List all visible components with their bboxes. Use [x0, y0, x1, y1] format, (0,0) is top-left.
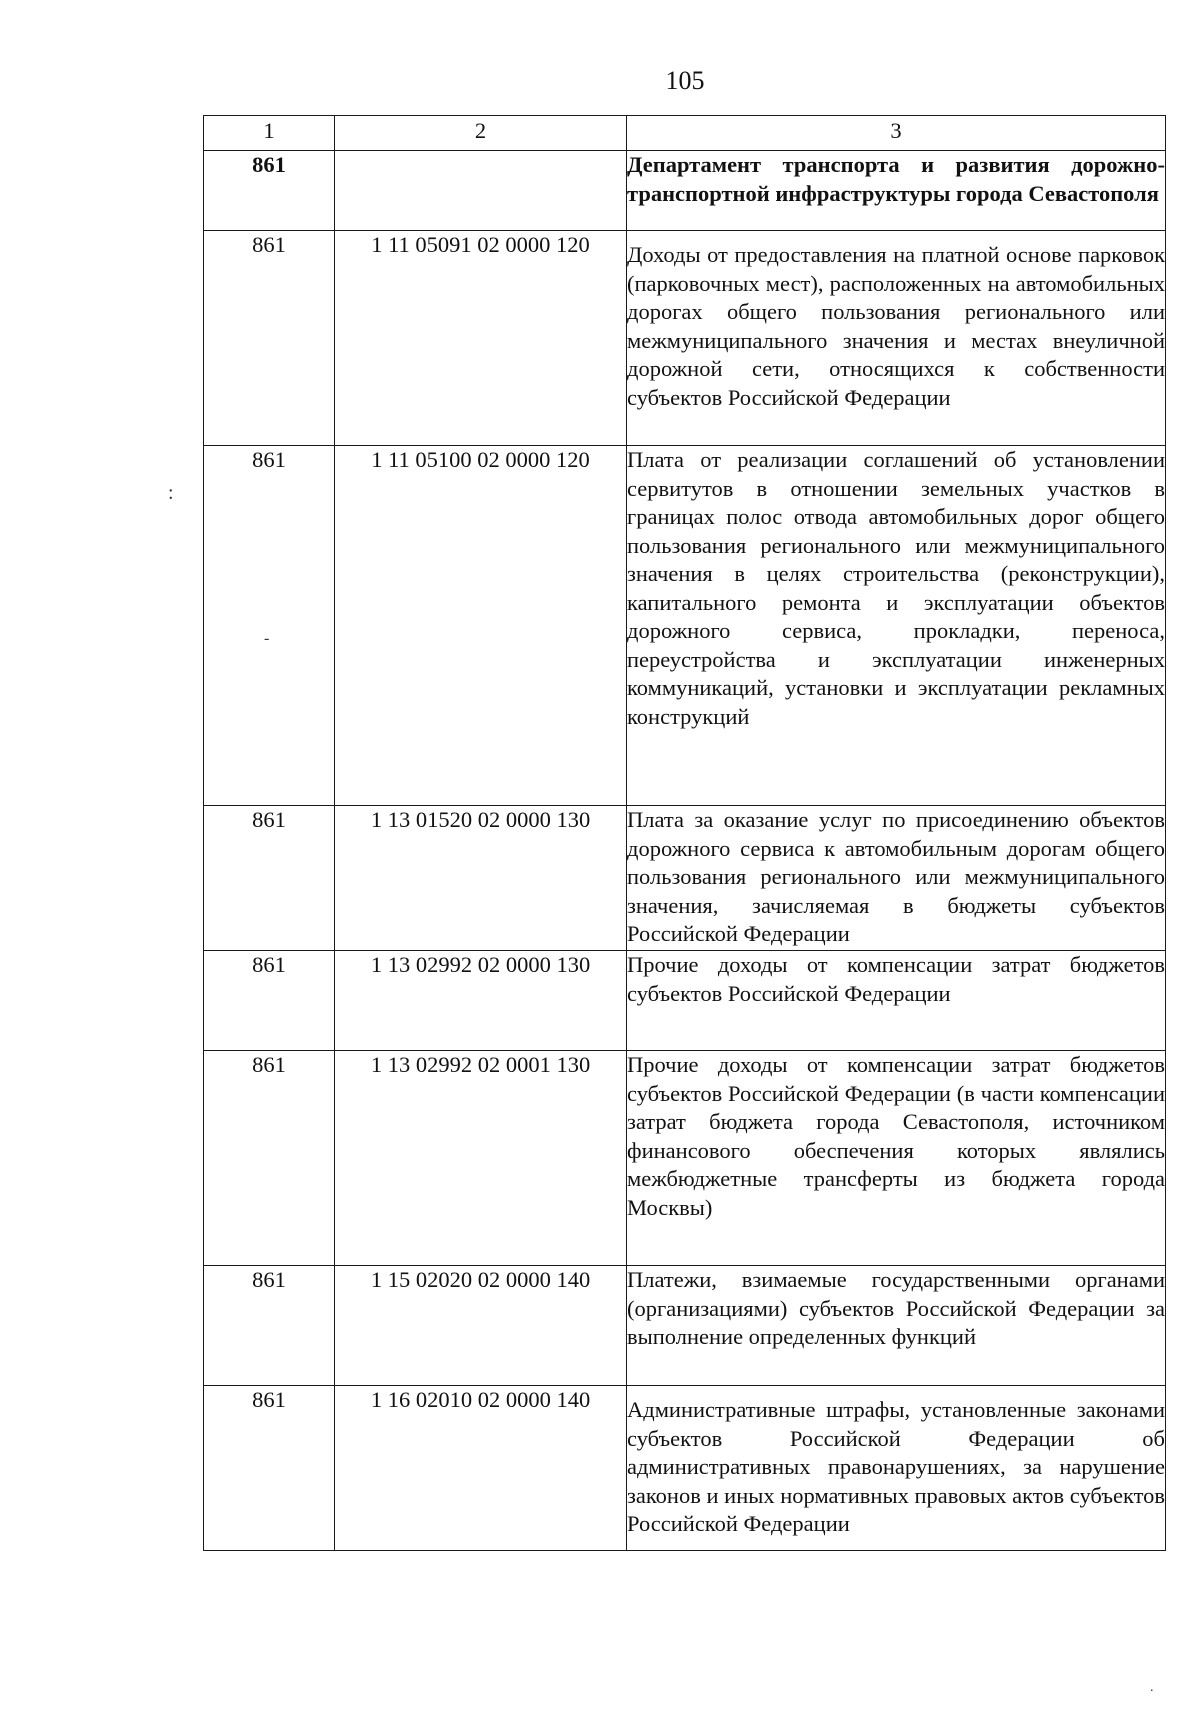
admin-code: 861 [204, 151, 335, 231]
kbk-code: 1 11 05100 02 0000 120 [335, 446, 627, 806]
table-row [204, 806, 1166, 951]
margin-mark: . [1150, 1680, 1154, 1695]
margin-mark: ‐ [264, 630, 270, 647]
table-row [204, 1266, 1166, 1386]
table-header-row [204, 116, 1166, 151]
admin-code: 861 [204, 1386, 335, 1551]
kbk-code: 1 16 02010 02 0000 140 [335, 1386, 627, 1551]
admin-code: 861 [204, 1051, 335, 1266]
table-row [204, 151, 1166, 231]
kbk-code: 1 11 05091 02 0000 120 [335, 231, 627, 446]
header-col-2: 2 [335, 116, 627, 151]
admin-code: 861 [204, 806, 335, 951]
revenue-description: Доходы от предоставления на платной основе парковок (парковочных мест), расположенных на автомобильных дорогах общего пользования регионального или межмуниципального значения и местах внеуличной дорожной сети, относящихся к собственности субъектов Российской Федерации [627, 231, 1166, 446]
revenue-description: Прочие доходы от компенсации затрат бюджетов субъектов Российской Федерации (в части компенсации затрат бюджета города Севастополя, источником финансового обеспечения которых являлись межбюджетные трансферты из бюджета города Москвы) [627, 1051, 1166, 1266]
revenue-description: Платежи, взимаемые государственными органами (организациями) субъектов Российской Федерации за выполнение определенных функций [627, 1266, 1166, 1386]
department-title: Департамент транспорта и развития дорожно-транспортной инфраструктуры города Севастополя [627, 151, 1166, 231]
header-col-1: 1 [204, 116, 335, 151]
header-col-3: 3 [627, 116, 1166, 151]
table-row [204, 1386, 1166, 1551]
admin-code: 861 [204, 446, 335, 806]
admin-code: 861 [204, 231, 335, 446]
revenue-description: Прочие доходы от компенсации затрат бюджетов субъектов Российской Федерации [627, 951, 1166, 1051]
kbk-code: 1 15 02020 02 0000 140 [335, 1266, 627, 1386]
admin-code: 861 [204, 951, 335, 1051]
revenue-description: Плата от реализации соглашений об установлении сервитутов в отношении земельных участков в границах полос отвода автомобильных дорог общего пользования регионального или межмуниципального значения в целях строительства (реконструкции), капитального ремонта и эксплуатации объектов дорожного сервиса, прокладки, переноса, переустройства и эксплуатации инженерных коммуникаций, установки и эксплуатации рекламных конструкций [627, 446, 1166, 806]
revenue-description: Плата за оказание услуг по присоединению объектов дорожного сервиса к автомобильным дорогам общего пользования регионального или межмуниципального значения, зачисляемая в бюджеты субъектов Российской Федерации [627, 806, 1166, 951]
kbk-code [335, 151, 627, 231]
table-row [204, 951, 1166, 1051]
kbk-code: 1 13 01520 02 0000 130 [335, 806, 627, 951]
kbk-code: 1 13 02992 02 0000 130 [335, 951, 627, 1051]
table-row [204, 446, 1166, 806]
page-number: 105 [665, 66, 705, 95]
revenue-codes-table [203, 115, 1166, 1551]
table-row [204, 231, 1166, 446]
kbk-code: 1 13 02992 02 0001 130 [335, 1051, 627, 1266]
admin-code: 861 [204, 1266, 335, 1386]
revenue-description: Административные штрафы, установленные законами субъектов Российской Федерации об административных правонарушениях, за нарушение законов и иных нормативных правовых актов субъектов Российской Федерации [627, 1386, 1166, 1551]
margin-mark: : [168, 482, 174, 504]
table-row [204, 1051, 1166, 1266]
